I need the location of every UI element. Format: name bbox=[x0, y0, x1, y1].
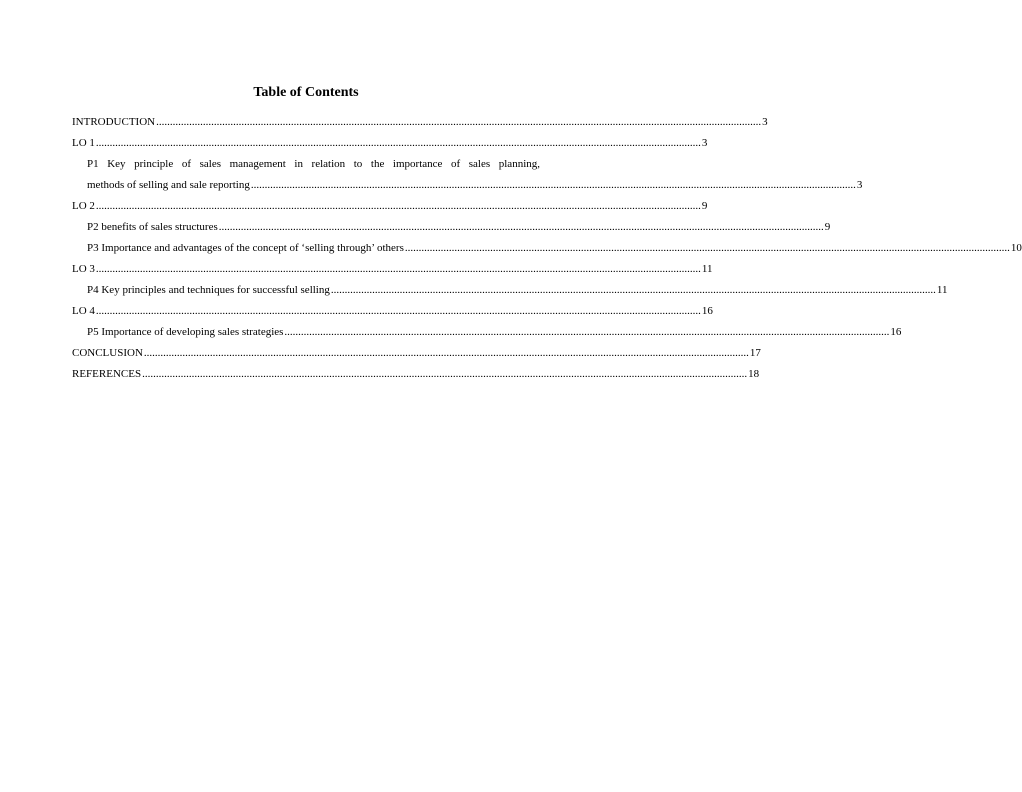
toc-entry-label: P4 Key principles and techniques for successful selling bbox=[87, 284, 330, 296]
toc-entry-p2[interactable] bbox=[72, 217, 831, 238]
toc-entry-label: INTRODUCTION bbox=[72, 116, 156, 128]
toc-entry-label: P2 benefits of sales structures bbox=[87, 221, 218, 233]
toc-title: Table of Contents bbox=[253, 85, 359, 100]
dot-leader: ............................................................................................................................................................................................................................ bbox=[95, 200, 701, 212]
toc-entry-p1-line2[interactable] bbox=[72, 175, 863, 196]
toc-entry-lo1[interactable] bbox=[72, 133, 708, 154]
dot-leader: ............................................................................................................................................................................................................................ bbox=[156, 116, 762, 128]
dot-leader: ............................................................................................................................................................................................................................ bbox=[284, 326, 890, 338]
toc-entry-label: CONCLUSION bbox=[72, 347, 143, 359]
toc-entry-label: REFERENCES bbox=[72, 368, 142, 380]
dot-leader: ............................................................................................................................................................................................................................ bbox=[95, 137, 701, 149]
toc-entry-p1-line1[interactable] bbox=[72, 154, 540, 175]
dot-leader: ............................................................................................................................................................................................................................ bbox=[330, 284, 936, 296]
toc-entry-label: P3 Importance and advantages of the concept of ‘selling through’ others bbox=[87, 242, 404, 254]
toc-entry-page: 9 bbox=[824, 221, 831, 233]
toc-entry-page: 3 bbox=[701, 137, 708, 149]
toc-entry-page: 10 bbox=[1010, 242, 1022, 254]
toc-entry-page: 16 bbox=[890, 326, 902, 338]
toc-entry-page: 3 bbox=[856, 179, 863, 191]
dot-leader: ............................................................................................................................................................................................................................ bbox=[250, 179, 856, 191]
toc-entry-label: P5 Importance of developing sales strategies bbox=[87, 326, 284, 338]
toc-entry-page: 3 bbox=[762, 116, 768, 128]
table-of-contents bbox=[72, 112, 1022, 385]
toc-entry-conclusion[interactable] bbox=[72, 343, 761, 364]
toc-entry-page: 18 bbox=[748, 368, 760, 380]
toc-entry-label: methods of selling and sale reporting bbox=[87, 179, 250, 191]
toc-entry-label: LO 1 bbox=[72, 137, 95, 149]
toc-entry-lo2[interactable] bbox=[72, 196, 708, 217]
dot-leader: ............................................................................................................................................................................................................................ bbox=[142, 368, 748, 380]
toc-entry-introduction[interactable] bbox=[72, 112, 768, 133]
dot-leader: ............................................................................................................................................................................................................................ bbox=[95, 263, 701, 275]
dot-leader: ............................................................................................................................................................................................................................ bbox=[218, 221, 824, 233]
toc-entry-page: 17 bbox=[749, 347, 761, 359]
dot-leader: ............................................................................................................................................................................................................................ bbox=[404, 242, 1010, 254]
toc-entry-p5[interactable] bbox=[72, 322, 902, 343]
dot-leader: ............................................................................................................................................................................................................................ bbox=[143, 347, 749, 359]
toc-entry-p4[interactable] bbox=[72, 280, 948, 301]
toc-entry-label: LO 2 bbox=[72, 200, 95, 212]
toc-entry-page: 16 bbox=[701, 305, 713, 317]
toc-entry-lo4[interactable] bbox=[72, 301, 713, 322]
toc-entry-references[interactable] bbox=[72, 364, 760, 385]
dot-leader: ............................................................................................................................................................................................................................ bbox=[95, 305, 701, 317]
toc-entry-lo3[interactable] bbox=[72, 259, 713, 280]
toc-entry-p3[interactable] bbox=[72, 238, 1022, 259]
toc-entry-page: 11 bbox=[701, 263, 713, 275]
toc-entry-label: LO 3 bbox=[72, 263, 95, 275]
toc-entry-page: 11 bbox=[936, 284, 948, 296]
toc-entry-label: P1 Key principle of sales management in relation to the importance of sales planning, bbox=[87, 158, 540, 170]
toc-entry-label: LO 4 bbox=[72, 305, 95, 317]
toc-entry-page: 9 bbox=[701, 200, 708, 212]
